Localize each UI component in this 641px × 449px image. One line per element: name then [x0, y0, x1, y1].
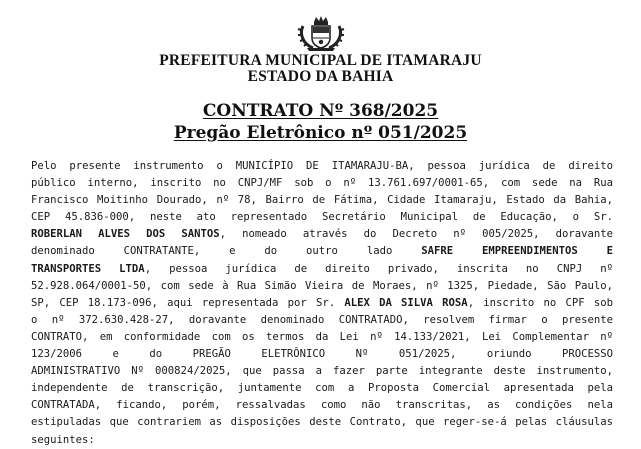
- municipality-name: PREFEITURA MUNICIPAL DE ITAMARAJU: [159, 52, 482, 69]
- body-line: seguintes:: [31, 433, 95, 446]
- body-line: CONTRATO, em conformidade com os termos da Lei nº 14.133/2021, Lei Complementar nº: [31, 330, 613, 343]
- contractor-representative: ALEX DA SILVA ROSA: [344, 296, 468, 309]
- body-text: denominado CONTRATANTE, e do outro lado: [31, 245, 422, 258]
- contract-title: CONTRATO Nº 368/2025: [202, 101, 439, 121]
- body-text: , nomeado através do Decreto nº 005/2025, doravante: [219, 228, 614, 241]
- body-line: independente de transcrição, juntamente com a Proposta Comercial apresentada pela: [31, 382, 613, 395]
- body-line: 52.928.064/0001-50, com sede à Rua Simão Vieira de Moraes, nº 1325, Piedade, São Paulo,: [31, 279, 613, 292]
- company-name-part2: TRANSPORTES LTDA: [31, 262, 145, 275]
- body-text: , inscrito no CPF sob: [467, 296, 614, 309]
- body-line: [31, 243, 613, 260]
- state-name: ESTADO DA BAHIA: [247, 68, 394, 85]
- coat-of-arms-icon: [297, 14, 345, 52]
- body-line: Pelo presente instrumento o MUNICÍPIO DE ITAMARAJU-BA, pessoa jurídica de direito: [31, 160, 613, 172]
- body-line: [31, 295, 613, 312]
- body-line: CONTRATADA, ficando, porém, ressalvadas como não transcritas, as condições nela: [31, 399, 613, 412]
- body-text: , pessoa jurídica de direito privado, inscrita no CNPJ nº: [144, 262, 613, 275]
- body-line: [31, 226, 613, 243]
- body-line: [31, 261, 613, 278]
- body-line: o nº 372.630.428-27, doravante denominado CONTRATADO, resolvem firmar o presente: [31, 313, 613, 326]
- bid-subtitle: Pregão Eletrônico nº 051/2025: [173, 123, 468, 143]
- body-line: ADMINISTRATIVO Nº 000824/2025, que passa a fazer parte integrante deste instrumento,: [31, 365, 613, 378]
- body-line: 123/2006 e do PREGÃO ELETRÔNICO Nº 051/2025, oriundo PROCESSO: [31, 348, 613, 361]
- contract-body: [31, 158, 613, 449]
- company-name-part1: SAFRE EMPREENDIMENTOS E: [421, 245, 613, 258]
- body-text: SP, CEP 18.173-096, aqui representada por Sr.: [31, 296, 345, 309]
- representative-name: ROBERLAN ALVES DOS SANTOS: [31, 228, 220, 241]
- body-line: público interno, inscrito no CNPJ/MF sob o nº 13.761.697/0001-65, com sede na Rua: [31, 177, 613, 190]
- body-line: estipuladas que contrariem as disposições deste Contrato, que reger-se-á pelas cláusulas: [31, 416, 613, 429]
- body-line: Francisco Moitinho Dourado, nº 78, Bairro de Fátima, Cidade Itamaraju, Estado da Bahia,: [31, 194, 613, 207]
- body-line: CEP 45.836-000, neste ato representado Secretário Municipal de Educação, o Sr.: [31, 211, 613, 224]
